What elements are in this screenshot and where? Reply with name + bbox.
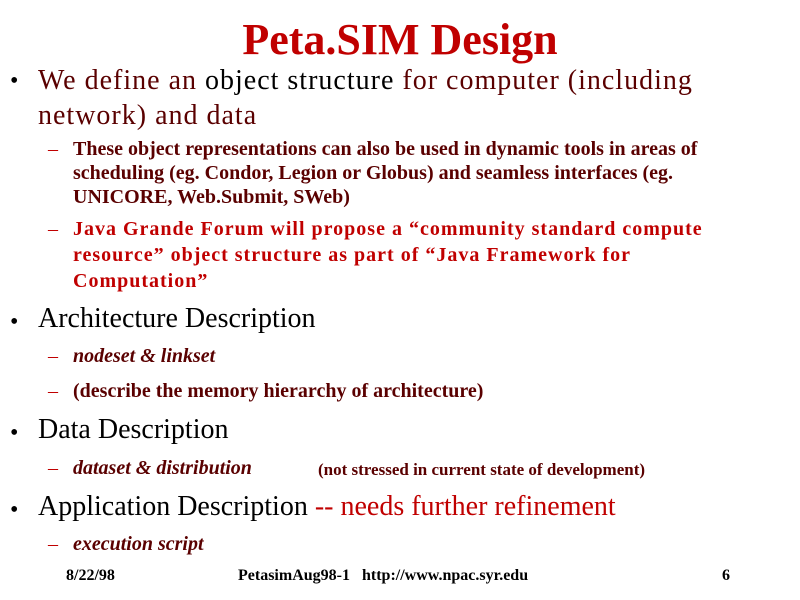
bullet-data-description: Data Description: [38, 414, 229, 445]
bullet-text-emphasis: object structure: [205, 65, 395, 96]
sub-bullet-line: scheduling (eg. Condor, Legion or Globus) and seamless interfaces (eg.: [73, 162, 674, 184]
dash-marker: –: [48, 138, 58, 160]
sub-bullet-line: resource” object structure as part of “Java Framework for: [73, 244, 631, 266]
sub-bullet-line: These object representations can also be used in dynamic tools in areas of: [73, 138, 698, 160]
bullet-text-line: network) and data: [38, 100, 258, 131]
sub-bullet-line: Computation”: [73, 270, 209, 292]
bullet-text-part: We define an: [38, 65, 205, 96]
sub-bullet-note: (not stressed in current state of development): [318, 460, 646, 479]
footer-date: 8/22/98: [66, 567, 115, 584]
dash-marker: –: [48, 533, 58, 555]
sub-bullet-line: Java Grande Forum will propose a “community standard compute: [73, 218, 703, 240]
bullet-marker: •: [10, 309, 19, 335]
bullet-marker: •: [10, 420, 19, 446]
sub-bullet-line: UNICORE, Web.Submit, SWeb): [73, 186, 350, 208]
bullet-marker: •: [10, 497, 19, 523]
dash-marker: –: [48, 457, 58, 479]
sub-bullet-line: (describe the memory hierarchy of architecture): [73, 380, 484, 402]
bullet-text-part: for computer (including: [394, 65, 693, 96]
bullet-architecture-description: Architecture Description: [38, 303, 316, 334]
dash-marker: –: [48, 345, 58, 367]
bullet-application-description: [38, 491, 616, 523]
footer-page-number: 6: [722, 567, 730, 584]
dash-marker: –: [48, 218, 58, 240]
bullet-marker: •: [10, 68, 19, 94]
bullet-text-part: Application Description: [38, 491, 308, 522]
bullet-text-note: -- needs further refinement: [307, 491, 616, 522]
footer-center: PetasimAug98-1 http://www.npac.syr.edu: [238, 567, 529, 584]
page-title: Peta.SIM Design: [242, 15, 558, 64]
sub-bullet-line: nodeset & linkset: [73, 345, 216, 367]
sub-bullet-line: dataset & distribution: [73, 457, 252, 479]
sub-bullet-line: execution script: [73, 533, 204, 555]
bullet-object-structure: [38, 65, 693, 97]
dash-marker: –: [48, 380, 58, 402]
